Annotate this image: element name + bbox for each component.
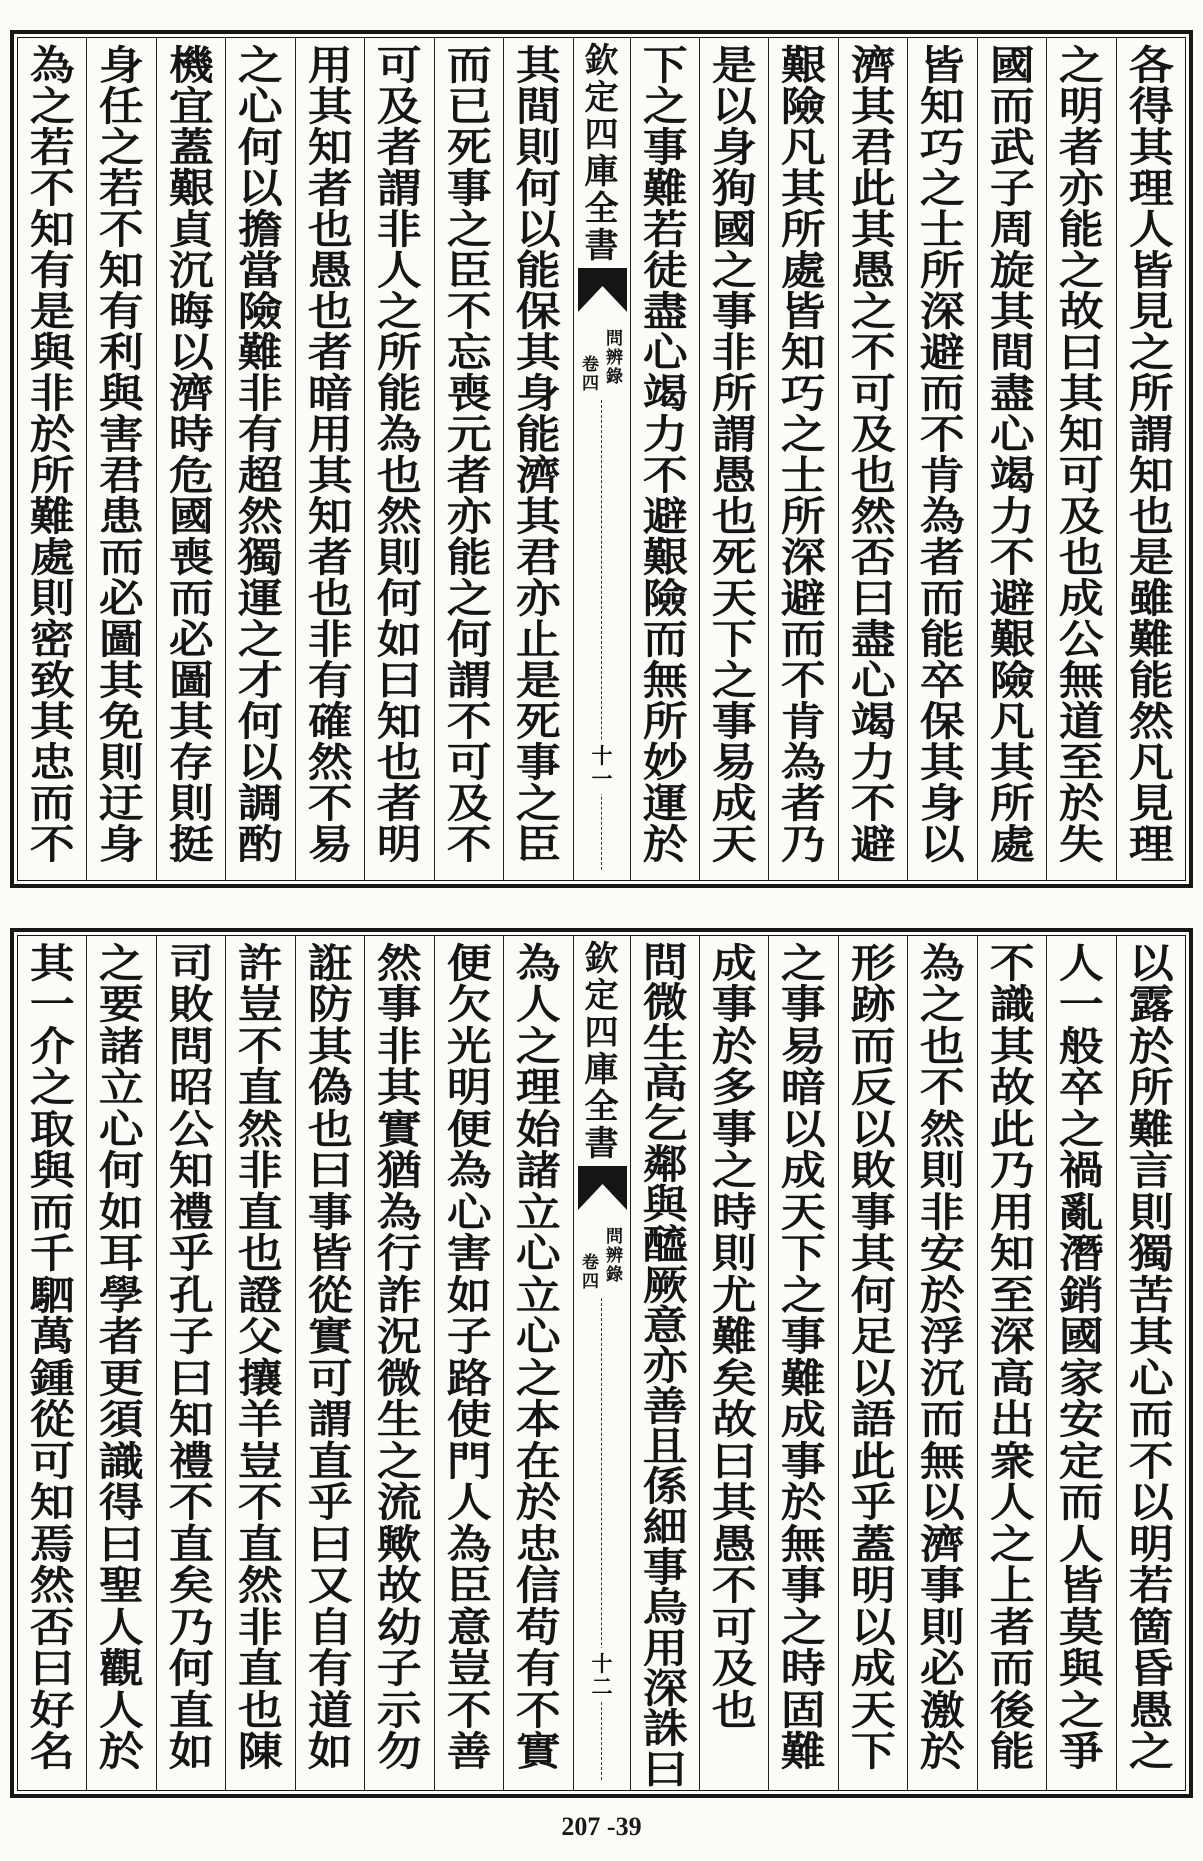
spine-center-line (601, 400, 602, 870)
text-column-10: 便 欠 光 明 便 為 心 害 如 子 路 使 門 人 為 臣 意 豈 不 善 (435, 936, 504, 1790)
text-column-13: 之 心 何 以 擔 當 險 難 非 有 超 然 獨 運 之 才 何 以 調 酌 (226, 38, 295, 880)
leaf-number: 十 二 (590, 1648, 615, 1702)
text-column-14: 機 宜 蓋 艱 貞 沉 晦 以 濟 時 危 國 喪 而 必 圖 其 存 則 挺 (157, 38, 226, 880)
volume-label: 卷 四 (580, 356, 602, 394)
text-column-2: 之 明 者 亦 能 之 故 曰 其 知 可 及 也 成 公 無 道 至 於 失 (1047, 38, 1116, 880)
text-column-8: 問 微 生 高 乞 鄰 與 醯 厥 意 亦 善 且 係 細 事 烏 用 深 誅 曰 (631, 936, 700, 1790)
text-column-12: 用 其 知 者 也 愚 也 者 暗 用 其 知 者 也 非 有 確 然 不 易 (296, 38, 365, 880)
leaf-number: 十 一 (590, 740, 615, 794)
text-column-3: 不 識 其 故 此 乃 用 知 至 深 高 出 衆 人 之 上 者 而 後 能 (978, 936, 1047, 1790)
fish-tail-mark-icon (574, 1166, 631, 1216)
lower-leaf-frame (17, 935, 1186, 1791)
text-column-1: 各 得 其 理 人 皆 見 之 所 謂 知 也 是 雖 難 能 然 凡 見 理 (1128, 41, 1174, 868)
text-column-5: 形 跡 而 反 以 敗 事 其 何 足 以 語 此 乎 蓋 明 以 成 天 下 (839, 936, 908, 1790)
center-spine (574, 936, 631, 1790)
text-column-1: 以 露 於 所 難 言 則 獨 苦 其 心 而 不 以 明 若 箇 昏 愚 之 (1128, 939, 1174, 1776)
text-column-14: 司 敗 問 昭 公 知 禮 乎 孔 子 曰 知 禮 不 直 矣 乃 何 直 如 (157, 936, 226, 1790)
text-column-15: 身 任 之 若 不 知 有 利 與 害 君 患 而 必 圖 其 免 則 迂 身 (87, 38, 156, 880)
center-spine (574, 38, 631, 880)
text-column-16: 其 一 介 之 取 與 而 千 駟 萬 鍾 從 可 知 焉 然 否 曰 好 名 (18, 936, 87, 1790)
text-column-5: 濟 其 君 此 其 愚 之 不 可 及 也 然 否 曰 盡 心 竭 力 不 避 (839, 38, 908, 880)
text-column-4: 皆 知 巧 之 士 所 深 避 而 不 肯 為 者 而 能 卒 保 其 身 以 (908, 38, 977, 880)
text-column-11: 可 及 者 謂 非 人 之 所 能 為 也 然 則 何 如 曰 知 也 者 明 (365, 38, 434, 880)
lower-leaf (10, 928, 1193, 1798)
text-column-9: 為 人 之 理 始 諸 立 心 立 心 之 本 在 於 忠 信 苟 有 不 實 (504, 936, 573, 1790)
upper-leaf (10, 30, 1193, 888)
book-title: 問 辨 錄 (604, 330, 626, 387)
upper-leaf-frame (17, 37, 1186, 881)
volume-label: 卷 四 (580, 1254, 602, 1292)
text-column-4: 為 之 也 不 然 則 非 安 於 浮 沉 而 無 以 濟 事 則 必 激 於 (908, 936, 977, 1790)
text-column-2: 人 一 般 卒 之 禍 亂 潛 銷 國 家 安 定 而 人 皆 莫 與 之 爭 (1047, 936, 1116, 1790)
book-title: 問 辨 錄 (604, 1228, 626, 1285)
text-column-10: 而 已 死 事 之 臣 不 忘 喪 元 者 亦 能 之 何 謂 不 可 及 不 (435, 38, 504, 880)
text-column-3: 國 而 武 子 周 旋 其 間 盡 心 竭 力 不 避 艱 險 凡 其 所 處 (978, 38, 1047, 880)
text-column-12: 誑 防 其 偽 也 曰 事 皆 從 實 可 謂 直 乎 曰 又 自 有 道 如 (296, 936, 365, 1790)
text-column-13: 許 豈 不 直 然 非 直 也 證 父 攘 羊 豈 不 直 然 非 直 也 陳 (226, 936, 295, 1790)
collection-title: 欽 定 四 庫 全 書 (584, 40, 619, 266)
fish-tail-mark-icon (574, 268, 631, 318)
page-number-footer: 207 -39 (561, 1812, 642, 1841)
text-column-16: 為 之 若 不 知 有 是 與 非 於 所 難 處 則 密 致 其 忠 而 不 (18, 38, 87, 880)
text-column-9: 其 間 則 何 以 能 保 其 身 能 濟 其 君 亦 止 是 死 事 之 臣 (504, 38, 573, 880)
text-column-6: 之 事 易 暗 以 成 天 下 之 事 難 成 事 於 無 事 之 時 固 難 (769, 936, 838, 1790)
text-column-8: 下 之 事 難 若 徒 盡 心 竭 力 不 避 艱 險 而 無 所 妙 運 於 (631, 38, 700, 880)
text-column-7: 成 事 於 多 事 之 時 則 尤 難 矣 故 曰 其 愚 不 可 及 也 (700, 936, 769, 1790)
text-column-6: 艱 險 凡 其 所 處 皆 知 巧 之 士 所 深 避 而 不 肯 為 者 乃 (769, 38, 838, 880)
text-column-7: 是 以 身 狥 國 之 事 非 所 謂 愚 也 死 天 下 之 事 易 成 天 (700, 38, 769, 880)
collection-title: 欽 定 四 庫 全 書 (584, 938, 619, 1164)
text-column-11: 然 事 非 其 實 猶 為 行 詐 況 微 生 之 流 歟 故 幼 子 示 勿 (365, 936, 434, 1790)
text-column-15: 之 要 諸 立 心 何 如 耳 學 者 更 須 識 得 曰 聖 人 觀 人 於 (87, 936, 156, 1790)
spine-center-line (601, 1298, 602, 1780)
